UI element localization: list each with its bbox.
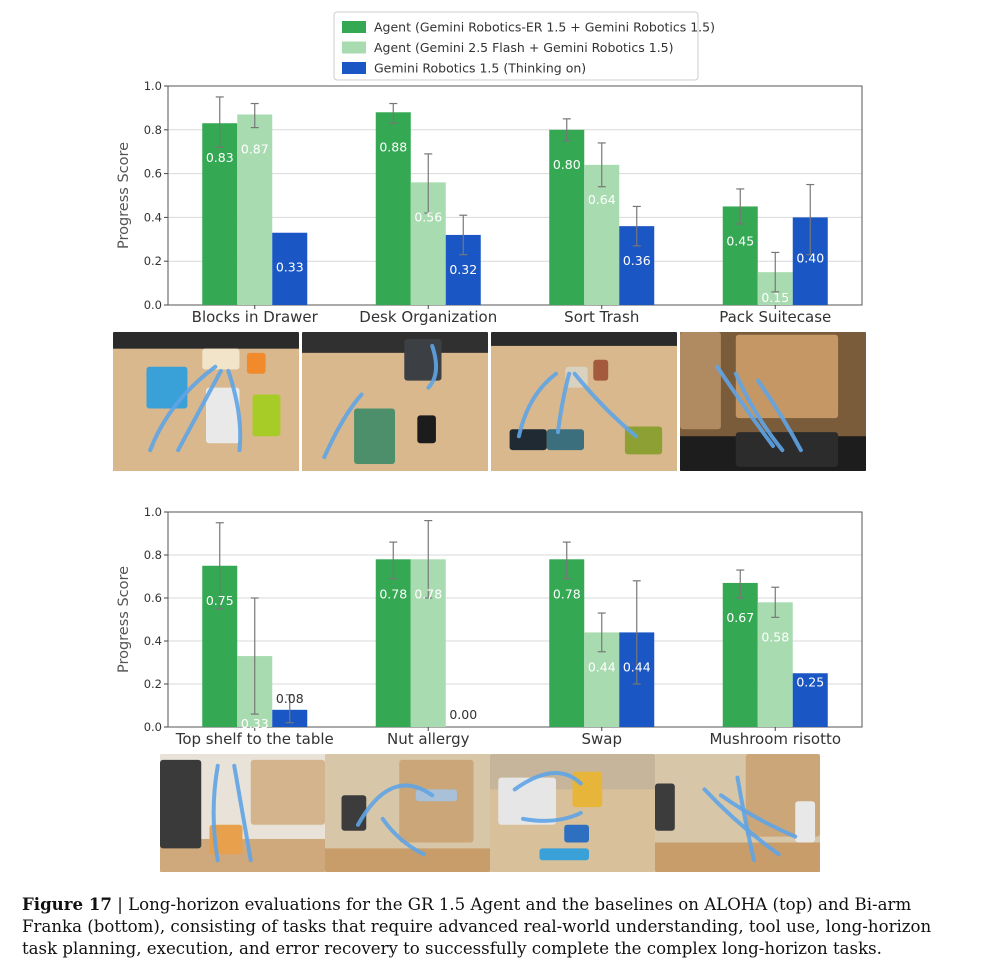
data-label-desk-organization-series-1: 0.56 (414, 209, 443, 225)
data-label-mushroom-risotto-series-2: 0.25 (796, 674, 825, 690)
photo-object-0 (354, 408, 395, 464)
data-label-sort-trash-series-1: 0.64 (587, 191, 616, 207)
data-label-desk-organization-series-0: 0.88 (379, 139, 408, 155)
x-category-label-swap: Swap (581, 730, 623, 748)
legend-entry-1: Agent (Gemini 2.5 Flash + Gemini Robotics 1.5) (374, 40, 674, 55)
data-label-pack-suitecase-series-2: 0.40 (796, 250, 825, 266)
x-category-label-top-shelf-to-the-table: Top shelf to the table (175, 730, 334, 748)
chart-franka (116, 505, 862, 748)
data-label-top-shelf-to-the-table-series-2: 0.08 (275, 690, 304, 706)
photo-object-1 (655, 784, 675, 831)
bar-nut-allergy-series-0 (376, 559, 411, 727)
photo-object-1 (680, 332, 721, 429)
x-category-label-sort-trash: Sort Trash (564, 308, 640, 326)
data-label-top-shelf-to-the-table-series-0: 0.75 (205, 592, 234, 608)
x-category-label-pack-suitecase: Pack Suitecase (719, 308, 832, 326)
photo-object-1 (202, 349, 239, 370)
bar-mushroom-risotto-series-1 (758, 602, 793, 727)
photo-surface (325, 848, 490, 872)
data-label-mushroom-risotto-series-0: 0.67 (726, 609, 755, 625)
data-label-nut-allergy-series-1: 0.78 (414, 586, 443, 602)
aloha-desk-organization-photo (302, 332, 488, 471)
data-label-swap-series-2: 0.44 (622, 659, 651, 675)
figure-caption (22, 893, 967, 960)
legend-swatch-0 (342, 21, 366, 33)
bar-swap-series-0 (549, 559, 584, 727)
y-tick-label: 0.0 (143, 720, 162, 734)
y-tick-label: 1.0 (143, 79, 162, 93)
data-label-blocks-in-drawer-series-2: 0.33 (275, 259, 304, 275)
photo-object-0 (146, 367, 187, 409)
photo-object-1 (342, 795, 367, 830)
data-label-mushroom-risotto-series-1: 0.58 (761, 629, 790, 645)
data-label-swap-series-0: 0.78 (552, 586, 581, 602)
photo-object-4 (247, 353, 266, 374)
photo-object-1 (547, 429, 584, 450)
photo-object-1 (573, 772, 603, 807)
data-label-blocks-in-drawer-series-0: 0.83 (205, 150, 234, 166)
x-category-label-blocks-in-drawer: Blocks in Drawer (191, 308, 318, 326)
y-tick-label: 0.8 (143, 122, 162, 137)
data-label-nut-allergy-series-2: 0.00 (449, 707, 478, 722)
legend-swatch-2 (342, 62, 366, 74)
photo-object-3 (540, 848, 590, 860)
data-label-sort-trash-series-0: 0.80 (552, 156, 581, 172)
photo-object-0 (399, 760, 473, 843)
y-tick-label: 0.2 (143, 677, 162, 691)
photo-object-0 (160, 760, 201, 849)
y-tick-label: 0.4 (143, 210, 162, 225)
x-category-label-desk-organization: Desk Organization (359, 308, 498, 326)
bar-mushroom-risotto-series-0 (723, 583, 758, 727)
legend-entry-2: Gemini Robotics 1.5 (Thinking on) (374, 60, 587, 76)
franka-swap-photo (490, 754, 655, 872)
data-label-top-shelf-to-the-table-series-1: 0.33 (240, 716, 269, 731)
y-tick-label: 0.8 (143, 548, 162, 562)
y-tick-label: 0.0 (143, 298, 162, 312)
y-tick-label: 0.4 (143, 634, 162, 648)
y-tick-label: 0.6 (143, 591, 162, 605)
chart-aloha (116, 79, 862, 326)
photo-object-0 (510, 429, 547, 450)
photo-object-1 (251, 760, 325, 825)
data-label-sort-trash-series-2: 0.36 (622, 253, 651, 269)
data-label-swap-series-1: 0.44 (587, 659, 616, 675)
data-label-blocks-in-drawer-series-1: 0.87 (240, 141, 269, 157)
aloha-pack-suitcase-photo (680, 332, 866, 471)
x-category-label-nut-allergy: Nut allergy (387, 730, 470, 748)
franka-nut-allergy-photo (325, 754, 490, 872)
photo-object-2 (795, 801, 815, 842)
y-tick-label: 1.0 (143, 505, 162, 519)
photo-object-4 (593, 360, 608, 381)
photo-surface (655, 843, 820, 873)
x-category-label-mushroom-risotto: Mushroom risotto (709, 730, 842, 748)
data-label-pack-suitecase-series-0: 0.45 (726, 233, 755, 249)
aloha-blocks-in-drawer-photo (113, 332, 299, 471)
caption-label: Figure 17 (22, 894, 112, 914)
caption-text: Long-horizon evaluations for the GR 1.5 Agent and the baselines on ALOHA (top) and Bi-arm Franka (bottom), consisting of tasks that require advanced real-world understanding, tool use, long-horizon task planning, execution, and error recovery to successfully complete the complex long-horizon tasks. (22, 895, 932, 958)
aloha-sort-trash-photo (491, 332, 677, 471)
y-axis-label: Progress Score (116, 141, 132, 250)
photo-object-3 (253, 395, 281, 437)
y-axis-label: Progress Score (116, 565, 132, 674)
chart-legend (334, 12, 715, 80)
data-label-desk-organization-series-2: 0.32 (449, 261, 478, 277)
y-tick-label: 0.2 (143, 254, 162, 269)
franka-mushroom-risotto-photo (655, 754, 820, 872)
franka-top-shelf-photo (160, 754, 325, 872)
y-tick-label: 0.6 (143, 166, 162, 181)
data-label-nut-allergy-series-0: 0.78 (379, 586, 408, 602)
photo-object-2 (417, 415, 436, 443)
legend-entry-0: Agent (Gemini Robotics-ER 1.5 + Gemini Robotics 1.5) (374, 19, 715, 35)
caption-separator: | (111, 895, 129, 914)
legend-swatch-1 (342, 42, 366, 54)
photo-object-2 (736, 432, 838, 467)
photo-object-2 (564, 825, 589, 843)
data-label-pack-suitecase-series-1: 0.15 (761, 290, 790, 305)
